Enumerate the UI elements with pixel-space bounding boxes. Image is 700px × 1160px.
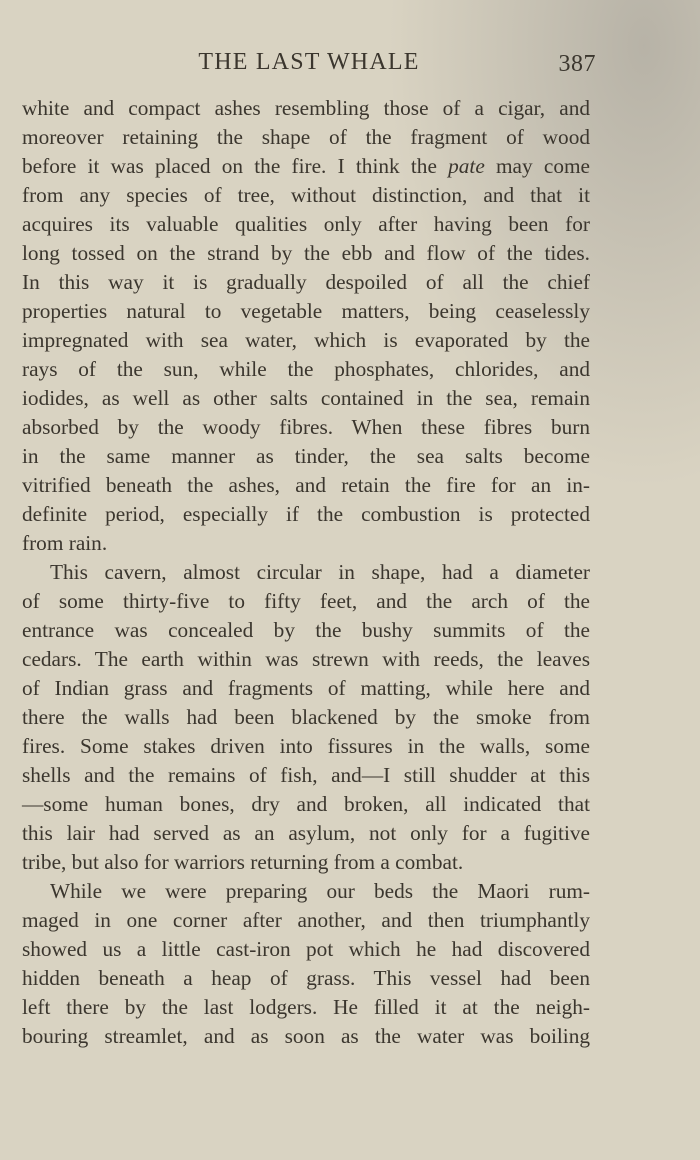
text-line: moreover retaining the shape of the fragment of wood: [22, 125, 590, 149]
text-line: this lair had served as an asylum, not only for a fugitive: [22, 821, 590, 845]
running-title: THE LAST WHALE: [198, 49, 420, 75]
text-line: iodides, as well as other salts contained in the sea, remain: [22, 386, 590, 410]
text-line: showed us a little cast-iron pot which he had discovered: [22, 937, 590, 961]
text-line: properties natural to vegetable matters, being ceaselessly: [22, 299, 590, 323]
text-line: white and compact ashes resembling those of a cigar, and: [22, 96, 590, 120]
text-line: from rain.: [22, 531, 108, 555]
page-number: 387: [558, 51, 596, 77]
body-text: [22, 94, 590, 1051]
text-line: impregnated with sea water, which is evaporated by the: [22, 328, 590, 352]
italic-term: pate: [448, 154, 485, 178]
text-line: before it was placed on the fire. I think the pate may come: [22, 154, 590, 178]
text-line: In this way it is gradually despoiled of all the chief: [22, 270, 590, 294]
running-head: [22, 48, 596, 82]
text-line: shells and the remains of fish, and—I still shudder at this: [22, 763, 590, 787]
text-line: This cavern, almost circular in shape, had a diameter: [50, 560, 590, 584]
text-line: maged in one corner after another, and then triumphantly: [22, 908, 590, 932]
text-line: left there by the last lodgers. He filled it at the neigh-: [22, 995, 590, 1019]
text-line: fires. Some stakes driven into fissures in the walls, some: [22, 734, 590, 758]
text-line: from any species of tree, without distinction, and that it: [22, 183, 590, 207]
text-line: in the same manner as tinder, the sea salts become: [22, 444, 590, 468]
text-line: entrance was concealed by the bushy summits of the: [22, 618, 590, 642]
paragraph-3: [22, 877, 590, 1051]
text-line: tribe, but also for warriors returning from a combat.: [22, 850, 464, 874]
paragraph-2: [22, 558, 590, 877]
text-line: bouring streamlet, and as soon as the water was boiling: [22, 1024, 590, 1048]
text-line: —some human bones, dry and broken, all indicated that: [22, 792, 590, 816]
text-line: definite period, especially if the combustion is protected: [22, 502, 590, 526]
text-line: cedars. The earth within was strewn with reeds, the leaves: [22, 647, 590, 671]
text-line: of some thirty-five to fifty feet, and the arch of the: [22, 589, 590, 613]
text-line: long tossed on the strand by the ebb and flow of the tides.: [22, 241, 590, 265]
text-line: absorbed by the woody fibres. When these fibres burn: [22, 415, 590, 439]
text-line: While we were preparing our beds the Maori rum-: [50, 879, 590, 903]
text-line: rays of the sun, while the phosphates, chlorides, and: [22, 357, 590, 381]
text-line: of Indian grass and fragments of matting, while here and: [22, 676, 590, 700]
text-line: hidden beneath a heap of grass. This vessel had been: [22, 966, 590, 990]
text-line: vitrified beneath the ashes, and retain the fire for an in-: [22, 473, 590, 497]
paragraph-1: [22, 94, 590, 558]
text-line: acquires its valuable qualities only after having been for: [22, 212, 590, 236]
text-line: there the walls had been blackened by the smoke from: [22, 705, 590, 729]
